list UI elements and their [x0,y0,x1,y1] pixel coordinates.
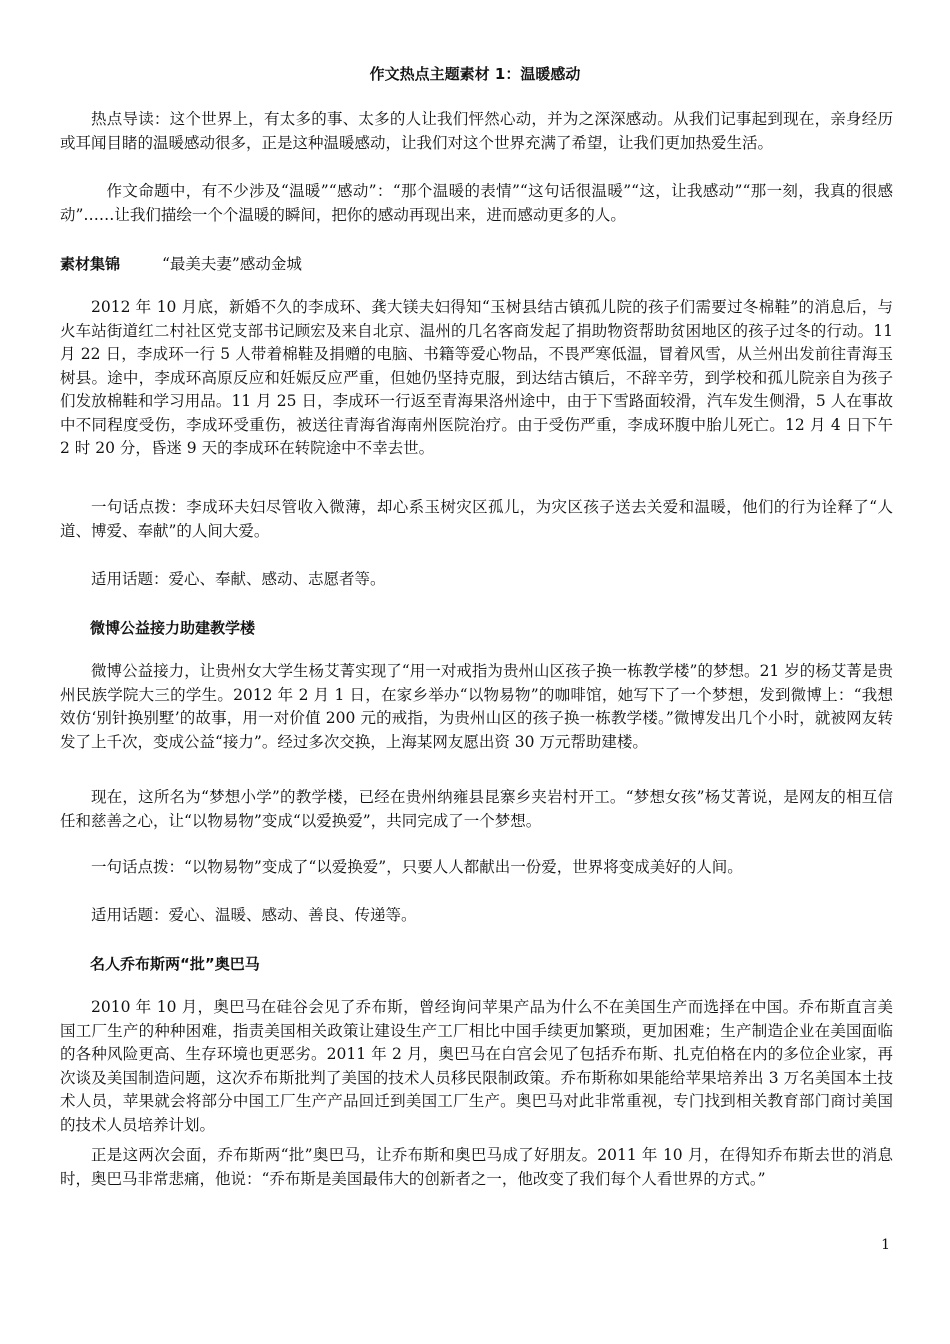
section-1-paragraph-2: 一句话点拨：李成环夫妇尽管收入微薄，却心系玉树灾区孤儿，为灾区孩子送去关爱和温暖，他们的行为诠释了“人道、博爱、奉献”的人间大爱。 [60,498,893,540]
section-3-paragraph-2: 正是这两次会面，乔布斯两“批”奥巴马，让乔布斯和奥巴马成了好朋友。2011 年 10 月，在得知乔布斯去世的消息时，奥巴马非常悲痛，他说：“乔布斯是美国最伟大的创新者之一，他改变了我们每个人看世界的方式。” [60,1146,893,1188]
intro-paragraph-2: 作文命题中，有不少涉及“温暖”“感动”：“那个温暖的表情”“这句话很温暖”“这，让我感动”“那一刻，我真的很感动”……让我们描绘一个个温暖的瞬间，把你的感动再现出来，进而感动更多的人。 [60,182,893,224]
section-3-heading: 名人乔布斯两“批”奥巴马 [90,955,260,973]
section-3-paragraph-1: 2010 年 10 月，奥巴马在硅谷会见了乔布斯，曾经询问苹果产品为什么不在美国生产而选择在中国。乔布斯直言美国工厂生产的种种困难，指责美国相关政策让建设生产工厂相比中国手续更加繁琐，更加困难；生产制造企业在美国面临的各种风险更高、生存环境也更恶劣。2011 年 2 月，奥巴马在白宫会见了包括乔布斯、扎克伯格在内的多位企业家，再次谈及美国制造问题，这次乔布斯批判了美国的技术人员移民限制政策。乔布斯称如果能给苹果培养出 3 万名美国本土技术人员，苹果就会将部分中国工厂生产产品回迁到美国工厂生产。奥巴马对此非常重视，专门找到相关教育部门商讨美国的技术人员培养计划。 [60,998,893,1134]
section-2-paragraph-1: 微博公益接力，让贵州女大学生杨艾菁实现了“用一对戒指为贵州山区孩子换一栋教学楼”的梦想。21 岁的杨艾菁是贵州民族学院大三的学生。2012 年 2 月 1 日，在家乡举办“以物易物”的咖啡馆，她写下了一个梦想，发到微博上：“我想效仿‘别针换别墅’的故事，用一对价值 200 元的戒指，为贵州山区的孩子换一栋教学楼。”微博发出几个小时，就被网友转发了上千次，变成公益“接力”。经过多次交换，上海某网友愿出资 30 万元帮助建楼。 [60,662,893,751]
section-2-paragraph-2: 现在，这所名为“梦想小学”的教学楼，已经在贵州纳雍县昆寨乡夹岩村开工。“梦想女孩”杨艾菁说，是网友的相互信任和慈善之心，让“以物易物”变成“以爱换爱”，共同完成了一个梦想。 [60,788,893,830]
document-title: 作文热点主题素材 1：温暖感动 [369,65,581,83]
section-1-paragraph-1: 2012 年 10 月底，新婚不久的李成环、龚大镁夫妇得知“玉树县结古镇孤儿院的孩子们需要过冬棉鞋”的消息后，与火车站街道红二村社区党支部书记顾宏及来自北京、温州的几名客商发起了捐助物资帮助贫困地区的孩子过冬的行动。11 月 22 日，李成环一行 5 人带着棉鞋及捐赠的电脑、书籍等爱心物品，不畏严寒低温，冒着风雪，从兰州出发前往青海玉树县。途中，李成环高原反应和妊娠反应严重，但她仍坚持克服，到达结古镇后，不辞辛劳，到学校和孤儿院亲自为孩子们发放棉鞋和学习用品。11 月 25 日，李成环一行返至青海果洛州途中，由于下雪路面较滑，汽车发生侧滑，5 人在事故中不同程度受伤，李成环受重伤，被送往青海省海南州医院治疗。由于受伤严重，李成环腹中胎儿死亡。12 月 4 日下午 2 时 20 分，昏迷 9 天的李成环在转院途中不幸去世。 [60,298,893,457]
section-2-paragraph-4: 适用话题：爱心、温暖、感动、善良、传递等。 [91,906,417,924]
section-2-paragraph-3: 一句话点拨：“以物易物”变成了“以爱换爱”，只要人人都献出一份爱，世界将变成美好的人间。 [91,858,743,876]
section-2-heading: 微博公益接力助建教学楼 [90,619,256,637]
section-1-paragraph-3: 适用话题：爱心、奉献、感动、志愿者等。 [91,570,386,588]
section-1-heading: “最美夫妻”感动金城 [162,255,302,273]
collection-label: 素材集锦 [60,255,121,273]
intro-paragraph-1: 热点导读：这个世界上，有太多的事、太多的人让我们怦然心动，并为之深深感动。从我们记事起到现在，亲身经历或耳闻目睹的温暖感动很多，正是这种温暖感动，让我们对这个世界充满了希望，让我们更加热爱生活。 [60,110,893,152]
page-number: 1 [881,1237,890,1253]
